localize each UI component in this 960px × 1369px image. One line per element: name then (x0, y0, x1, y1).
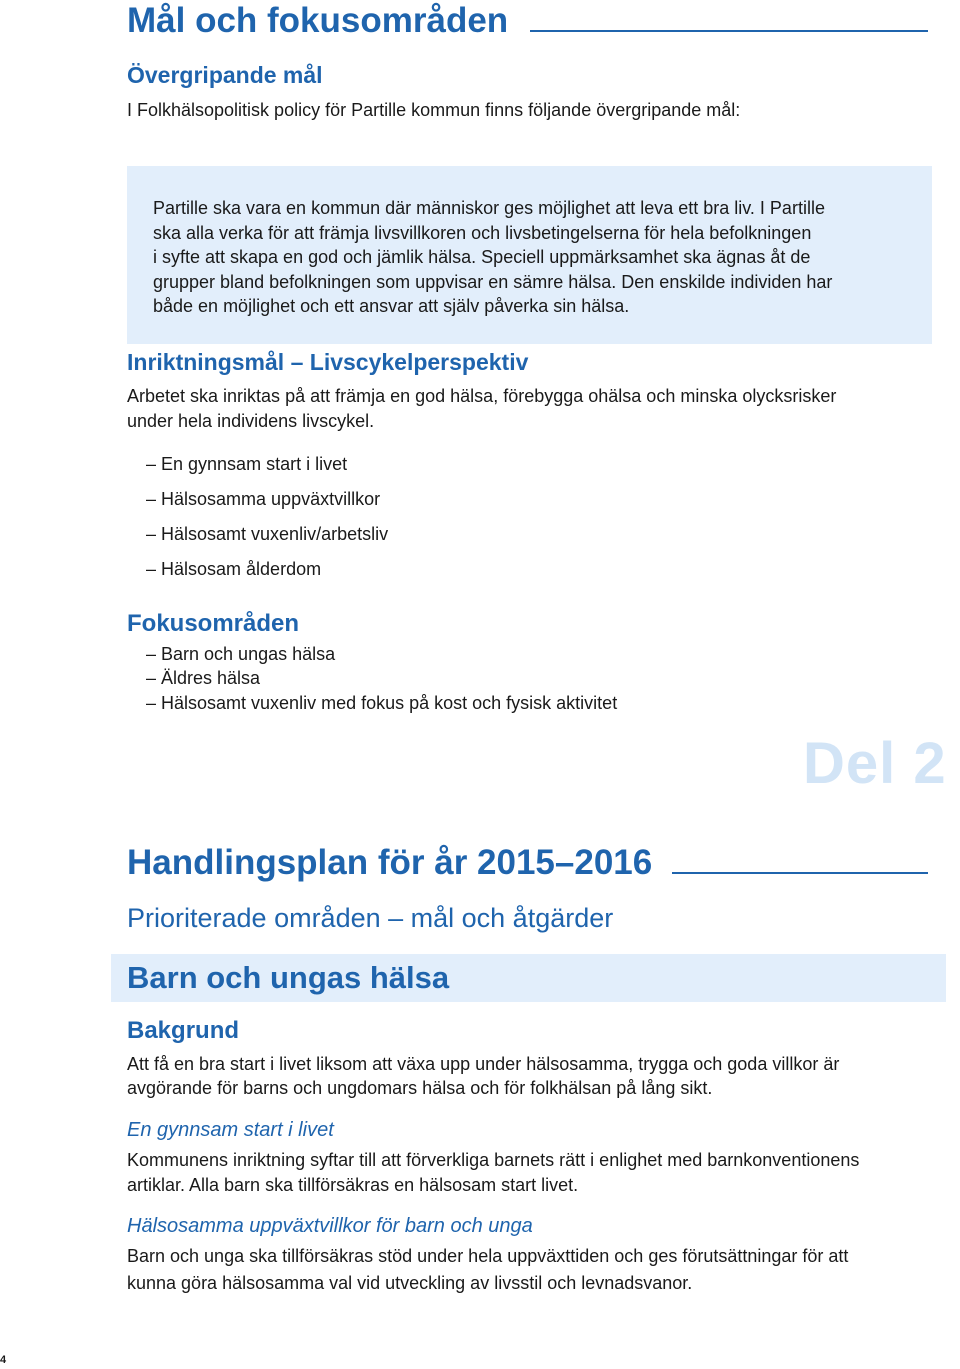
overgripande-heading: Övergripande mål (127, 62, 323, 88)
plan-subtitle: Prioriterade områden – mål och åtgärder (127, 903, 614, 933)
section-title: Barn och ungas hälsa (127, 960, 450, 995)
goal-line: både en möjlighet och ett ansvar att själv påverka sin hälsa. (153, 296, 630, 316)
list-item: – Hälsosamt vuxenliv/arbetsliv (146, 524, 389, 544)
plan-title: Handlingsplan för år 2015–2016 (127, 843, 653, 882)
list-item: – En gynnsam start i livet (146, 454, 348, 474)
fokus-heading: Fokusområden (127, 610, 300, 637)
section-band (111, 954, 946, 1002)
start-line: Kommunens inriktning syftar till att förverkliga barnets rätt i enlighet med barnkonventionens (127, 1150, 860, 1170)
inriktning-heading: Inriktningsmål – Livscykelperspektiv (127, 349, 529, 375)
goal-line: ska alla verka för att främja livsvillkoren och livsbetingelserna för hela befolkningen (153, 222, 812, 243)
plan-title-rule (672, 872, 928, 874)
title-rule (530, 30, 928, 32)
overgripande-intro: I Folkhälsopolitisk policy för Partille kommun finns följande övergripande mål: (127, 100, 741, 120)
uppvaxt-line: Barn och unga ska tillförsäkras stöd under hela uppväxttiden och ges förutsättningar för att (127, 1246, 849, 1266)
goal-box-text (153, 196, 913, 319)
list-item: – Hälsosamma uppväxtvillkor (146, 489, 381, 509)
inriktning-text-line: Arbetet ska inriktas på att främja en god hälsa, förebygga ohälsa och minska olycksrisker (127, 386, 837, 406)
bakgrund-line: Att få en bra start i livet liksom att växa upp under hälsosamma, trygga och goda villkor är (127, 1054, 840, 1074)
list-item: – Hälsosamt vuxenliv med fokus på kost och fysisk aktivitet (146, 693, 618, 713)
start-heading: En gynnsam start i livet (127, 1119, 334, 1141)
bakgrund-line: avgörande för barns och ungdomars hälsa och för folkhälsan på lång sikt. (127, 1078, 713, 1098)
list-item: – Barn och ungas hälsa (146, 644, 336, 664)
list-item: – Äldres hälsa (146, 668, 261, 688)
uppvaxt-heading: Hälsosamma uppväxtvillkor för barn och unga (127, 1215, 533, 1237)
list-item: – Hälsosam ålderdom (146, 559, 322, 579)
part-label: Del 2 (803, 731, 947, 796)
goal-line: Partille ska vara en kommun där människor ges möjlighet att leva ett bra liv. I Partille (153, 198, 825, 218)
start-line: artiklar. Alla barn ska tillförsäkras en hälsosam start livet. (127, 1175, 579, 1195)
goal-box (127, 166, 932, 344)
page-title: Mål och fokusområden (127, 1, 509, 40)
inriktning-text-line: under hela individens livscykel. (127, 411, 375, 431)
uppvaxt-line: kunna göra hälsosamma val vid utveckling av livsstil och levnadsvanor. (127, 1273, 693, 1293)
goal-line: grupper bland befolkningen som uppvisar en sämre hälsa. Den enskilde individen har (153, 271, 833, 292)
page-number: 4 (0, 1354, 7, 1366)
bakgrund-heading: Bakgrund (127, 1017, 240, 1044)
goal-line: i syfte att skapa en god och jämlik hälsa. Speciell uppmärksamhet ska ägnas åt de (153, 247, 811, 267)
